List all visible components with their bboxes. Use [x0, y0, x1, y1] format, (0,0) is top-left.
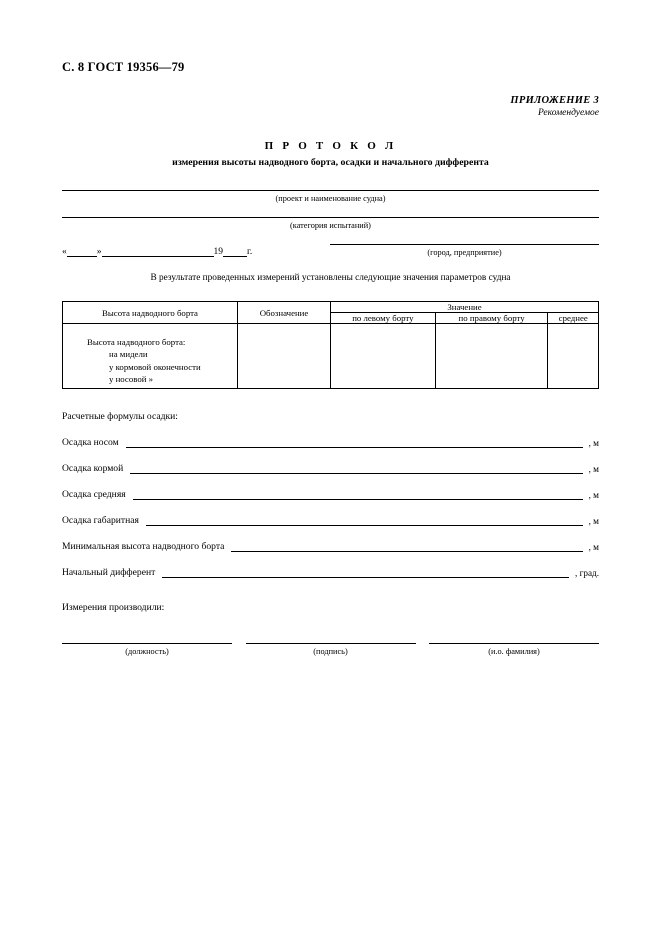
- signature-caption: (и.о. фамилия): [488, 647, 540, 656]
- document-subtitle: измерения высоты надводного борта, осадки и начального дифферента: [172, 157, 489, 168]
- formula-label: Минимальная высота надводного борта: [62, 541, 225, 552]
- formula-input[interactable]: [126, 438, 583, 448]
- signature-position[interactable]: [62, 643, 232, 656]
- row-label-line-3: у кормовой оконечности: [109, 361, 201, 372]
- table-row: [63, 324, 599, 389]
- formula-unit: , м: [588, 490, 599, 500]
- row-average-cell[interactable]: [548, 324, 599, 389]
- day-input[interactable]: [67, 246, 97, 257]
- formula-unit: , м: [588, 542, 599, 552]
- header-parameter: Высота надводного борта: [63, 302, 238, 324]
- signature-rule: [429, 643, 599, 644]
- year-suffix: г.: [247, 247, 253, 257]
- city-caption: (город, предприятие): [427, 248, 502, 257]
- test-category-rule: [62, 217, 599, 218]
- formula-unit: , м: [588, 516, 599, 526]
- formula-row-draft-mean: [62, 489, 599, 500]
- parameters-table: [62, 301, 599, 389]
- formula-unit: , град.: [574, 568, 599, 578]
- row-port-cell[interactable]: [331, 324, 436, 389]
- formula-label: Начальный дифферент: [62, 567, 156, 578]
- signature-rule: [246, 643, 416, 644]
- row-label-line-2: на мидели: [109, 349, 148, 360]
- formula-row-draft-stern: [62, 463, 599, 474]
- ship-name-field[interactable]: [62, 190, 599, 203]
- row-starboard-cell[interactable]: [435, 324, 548, 389]
- row-label-line-4: у носовой »: [109, 373, 154, 384]
- signature-rule: [62, 643, 232, 644]
- formula-input[interactable]: [231, 542, 582, 552]
- month-input[interactable]: [102, 246, 214, 257]
- annex-block: [62, 95, 599, 118]
- annex-title: ПРИЛОЖЕНИЕ 3: [510, 95, 599, 106]
- ship-name-caption: (проект и наименование судна): [275, 194, 386, 203]
- formula-unit: , м: [588, 464, 599, 474]
- year-input[interactable]: [223, 246, 247, 257]
- signature-caption: (подпись): [313, 647, 348, 656]
- year-label: 19: [213, 247, 223, 257]
- formula-unit: , м: [588, 438, 599, 448]
- formula-label: Осадка средняя: [62, 489, 126, 500]
- quote-close: »: [96, 247, 102, 257]
- formula-input[interactable]: [146, 516, 583, 526]
- formula-input[interactable]: [130, 464, 582, 474]
- row-parameter-cell: [63, 324, 238, 389]
- annex-subtitle: Рекомендуемое: [537, 108, 599, 118]
- quote-open: «: [62, 247, 67, 257]
- signature-sign[interactable]: [246, 643, 416, 656]
- row-label-line-1: Высота надводного борта:: [87, 337, 186, 348]
- date-and-city-row: [62, 244, 599, 257]
- statement-text: В результате проведенных измерений установлены следующие значения параметров судна: [150, 273, 511, 283]
- document-title: П Р О Т О К О Л: [264, 140, 397, 152]
- table-header-row-1: [63, 302, 599, 313]
- test-category-caption: (категория испытаний): [290, 221, 371, 230]
- signature-name[interactable]: [429, 643, 599, 656]
- formula-row-draft-overall: [62, 515, 599, 526]
- formula-label: Осадка габаритная: [62, 515, 139, 526]
- formula-row-draft-bow: [62, 437, 599, 448]
- page-header: С. 8 ГОСТ 19356—79: [62, 60, 185, 74]
- test-category-field[interactable]: [62, 217, 599, 230]
- formula-input[interactable]: [162, 568, 569, 578]
- formula-input[interactable]: [133, 490, 583, 500]
- formula-row-initial-trim: [62, 567, 599, 578]
- date-field[interactable]: [62, 246, 320, 257]
- city-rule: [330, 244, 599, 245]
- ship-name-rule: [62, 190, 599, 191]
- header-symbol: Обозначение: [238, 302, 331, 324]
- header-value: Значение: [331, 302, 599, 313]
- formula-row-min-freeboard: [62, 541, 599, 552]
- header-starboard-side: по правому борту: [435, 313, 548, 324]
- signature-caption: (должность): [125, 647, 169, 656]
- measured-by-label: Измерения производили:: [62, 602, 165, 613]
- header-average: среднее: [548, 313, 599, 324]
- signature-block: [62, 643, 599, 656]
- formulas-title: Расчетные формулы осадки:: [62, 411, 178, 422]
- row-symbol-cell[interactable]: [238, 324, 331, 389]
- formula-label: Осадка носом: [62, 437, 119, 448]
- formula-label: Осадка кормой: [62, 463, 124, 474]
- city-field[interactable]: [330, 244, 599, 257]
- header-port-side: по левому борту: [331, 313, 436, 324]
